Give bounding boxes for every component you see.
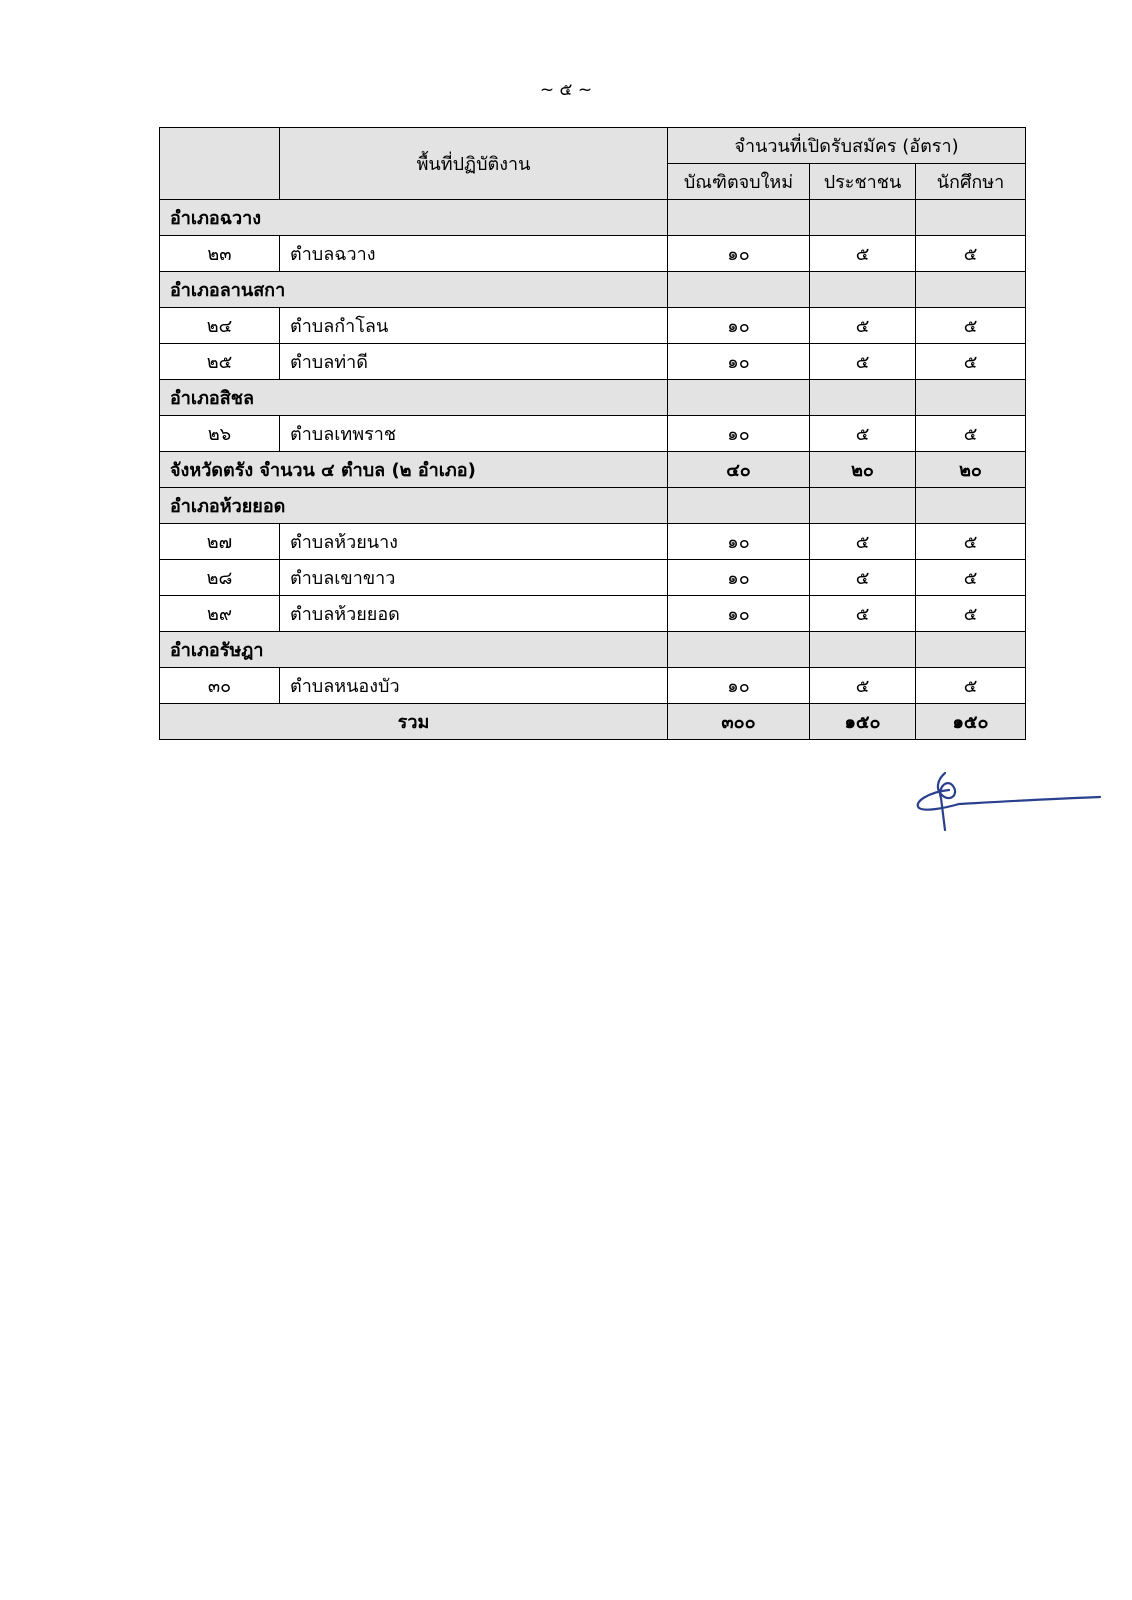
table-body (160, 200, 1026, 740)
public-count: ๕ (810, 416, 916, 452)
table-row (160, 596, 1026, 632)
student-count: ๕ (916, 668, 1026, 704)
header-student: นักศึกษา (916, 164, 1026, 200)
header-public: ประชาชน (810, 164, 916, 200)
subdistrict-name: ตำบลห้วยยอด (280, 596, 668, 632)
public-count: ๕ (810, 560, 916, 596)
graduate-count: ๑๐ (668, 344, 810, 380)
row-number: ๒๖ (160, 416, 280, 452)
row-number: ๒๘ (160, 560, 280, 596)
empty-cell (810, 488, 916, 524)
row-number: ๒๓ (160, 236, 280, 272)
empty-cell (916, 632, 1026, 668)
district-name: อำเภอสิชล (160, 380, 668, 416)
graduate-count: ๑๐ (668, 236, 810, 272)
empty-cell (810, 200, 916, 236)
header-graduate: บัณฑิตจบใหม่ (668, 164, 810, 200)
subdistrict-name: ตำบลฉวาง (280, 236, 668, 272)
table-row (160, 560, 1026, 596)
table-row (160, 344, 1026, 380)
subtotal-row (160, 452, 1026, 488)
student-count: ๕ (916, 524, 1026, 560)
district-name: อำเภอลานสกา (160, 272, 668, 308)
total-student: ๑๕๐ (916, 704, 1026, 740)
student-count: ๕ (916, 344, 1026, 380)
graduate-count: ๑๐ (668, 596, 810, 632)
row-number: ๓๐ (160, 668, 280, 704)
subtotal-label: จังหวัดตรัง จำนวน ๔ ตำบล (๒ อำเภอ) (160, 452, 668, 488)
subdistrict-name: ตำบลเทพราช (280, 416, 668, 452)
row-number: ๒๔ (160, 308, 280, 344)
student-count: ๕ (916, 596, 1026, 632)
table-row (160, 236, 1026, 272)
subdistrict-name: ตำบลกำโลน (280, 308, 668, 344)
empty-cell (810, 272, 916, 308)
public-count: ๕ (810, 308, 916, 344)
total-public: ๑๕๐ (810, 704, 916, 740)
subtotal-graduate: ๔๐ (668, 452, 810, 488)
empty-cell (810, 632, 916, 668)
empty-cell (916, 200, 1026, 236)
public-count: ๕ (810, 524, 916, 560)
district-row (160, 272, 1026, 308)
table-row (160, 308, 1026, 344)
district-name: อำเภอห้วยยอด (160, 488, 668, 524)
empty-cell (916, 380, 1026, 416)
empty-cell (668, 380, 810, 416)
row-number: ๒๙ (160, 596, 280, 632)
total-label: รวม (160, 704, 668, 740)
subtotal-student: ๒๐ (916, 452, 1026, 488)
empty-cell (668, 200, 810, 236)
district-row (160, 632, 1026, 668)
subdistrict-name: ตำบลเขาขาว (280, 560, 668, 596)
district-name: อำเภอรัษฎา (160, 632, 668, 668)
graduate-count: ๑๐ (668, 524, 810, 560)
table-row (160, 416, 1026, 452)
empty-cell (810, 380, 916, 416)
public-count: ๕ (810, 596, 916, 632)
total-row (160, 704, 1026, 740)
district-row (160, 200, 1026, 236)
student-count: ๕ (916, 560, 1026, 596)
public-count: ๕ (810, 344, 916, 380)
row-number: ๒๗ (160, 524, 280, 560)
subtotal-public: ๒๐ (810, 452, 916, 488)
empty-cell (668, 272, 810, 308)
graduate-count: ๑๐ (668, 308, 810, 344)
subdistrict-name: ตำบลห้วยนาง (280, 524, 668, 560)
empty-cell (916, 488, 1026, 524)
subdistrict-name: ตำบลท่าดี (280, 344, 668, 380)
student-count: ๕ (916, 308, 1026, 344)
header-blank-cell (160, 128, 280, 200)
empty-cell (916, 272, 1026, 308)
header-area: พื้นที่ปฏิบัติงาน (280, 128, 668, 200)
student-count: ๕ (916, 236, 1026, 272)
total-graduate: ๓๐๐ (668, 704, 810, 740)
table-row (160, 524, 1026, 560)
table-row (160, 668, 1026, 704)
graduate-count: ๑๐ (668, 668, 810, 704)
district-row (160, 488, 1026, 524)
graduate-count: ๑๐ (668, 416, 810, 452)
header-openings: จำนวนที่เปิดรับสมัคร (อัตรา) (668, 128, 1026, 164)
graduate-count: ๑๐ (668, 560, 810, 596)
empty-cell (668, 488, 810, 524)
page-number: ~ ๕ ~ (539, 80, 593, 100)
empty-cell (668, 632, 810, 668)
public-count: ๕ (810, 668, 916, 704)
student-count: ๕ (916, 416, 1026, 452)
district-row (160, 380, 1026, 416)
subdistrict-name: ตำบลหนองบัว (280, 668, 668, 704)
public-count: ๕ (810, 236, 916, 272)
recruitment-table (159, 127, 1026, 740)
district-name: อำเภอฉวาง (160, 200, 668, 236)
row-number: ๒๕ (160, 344, 280, 380)
signature (915, 768, 1105, 838)
